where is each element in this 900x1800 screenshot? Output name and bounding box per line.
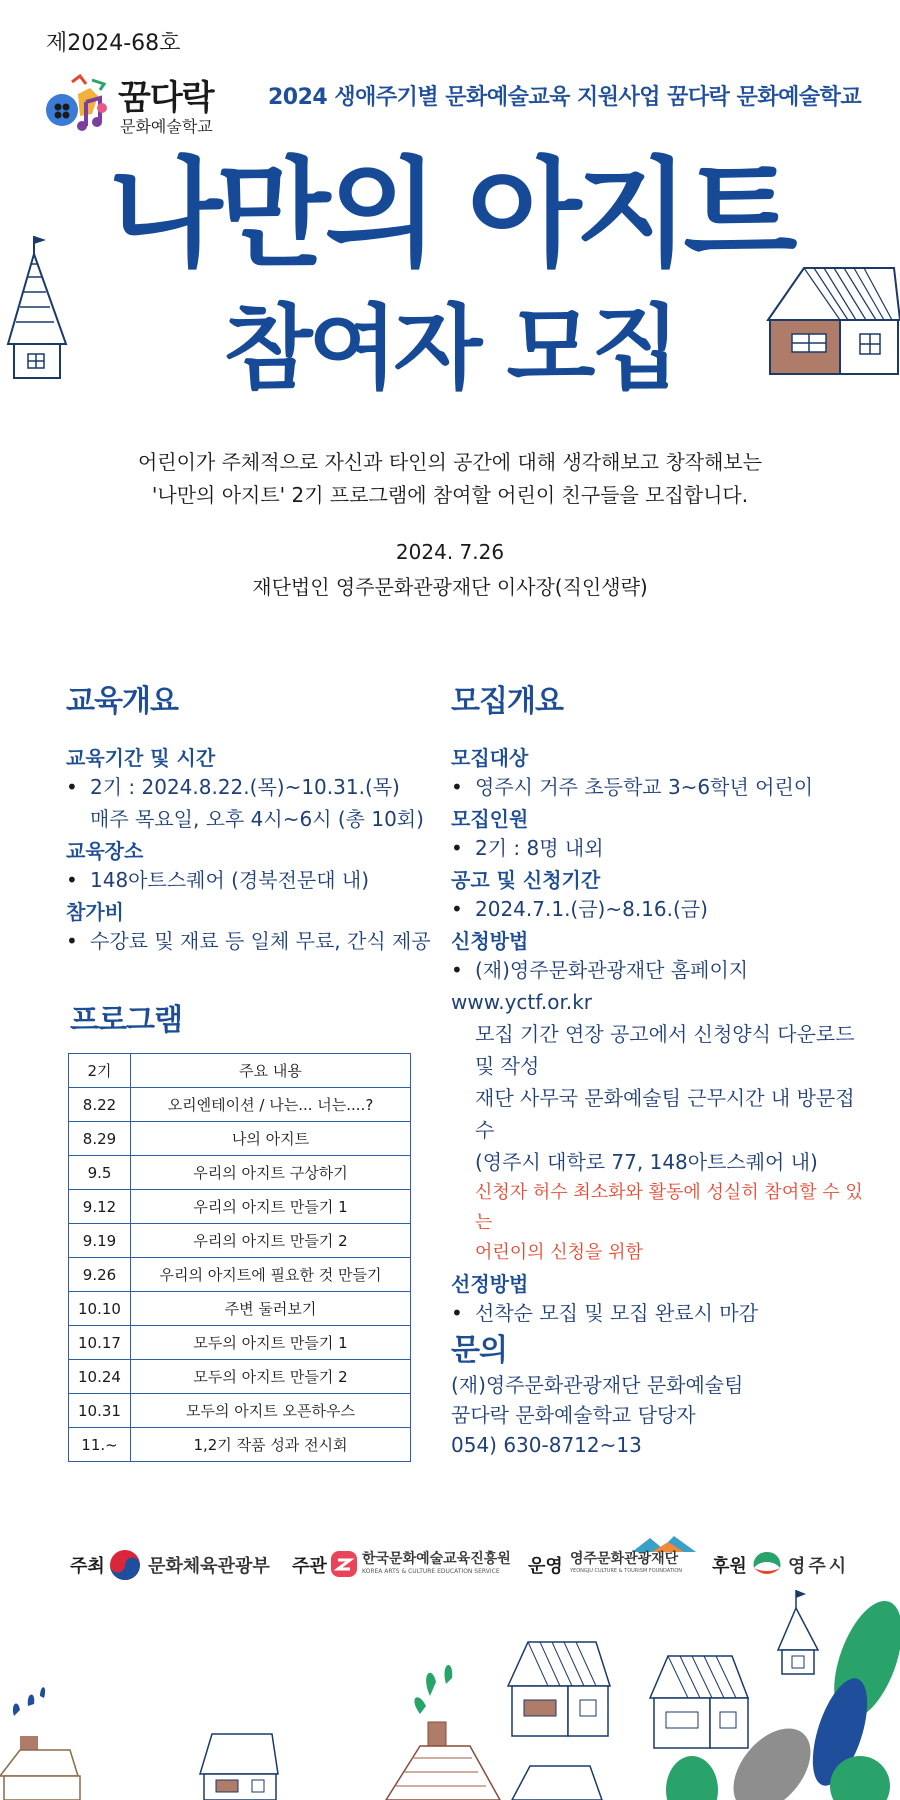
- table-row: [69, 1292, 411, 1326]
- recruit-method-3: 및 작성: [475, 1054, 540, 1078]
- table-row: [69, 1224, 411, 1258]
- operator-name-en: YEONGJU CULTURE & TOURISM FOUNDATION: [570, 1568, 683, 1574]
- session-date-cell: 8.29: [69, 1122, 131, 1156]
- session-content-cell: 우리의 아지트 만들기 1: [131, 1190, 411, 1224]
- session-date-cell: 10.24: [69, 1360, 131, 1394]
- operator-name: 영주문화관광재단: [570, 1551, 679, 1567]
- recruit-method-5: (영주시 대학로 77, 148아트스퀘어 내): [475, 1150, 818, 1174]
- recruit-selection: • 선착순 모집 및 모집 완료시 마감: [451, 1297, 871, 1329]
- arte-logo-icon: [330, 1550, 358, 1578]
- notice-issuer: 재단법인 영주문화관광재단 이사장(직인생략): [252, 575, 648, 599]
- education-period-label: 교육기간 및 시간: [66, 746, 216, 770]
- table-row: [69, 1360, 411, 1394]
- program-table: [68, 1053, 411, 1462]
- recruit-overview: [451, 676, 871, 1329]
- table-row: [69, 1258, 411, 1292]
- recruit-target: • 영주시 거주 초등학교 3~6학년 어린이: [451, 771, 871, 803]
- notice-date: 2024. 7.26: [395, 540, 505, 564]
- session-date-cell: 10.31: [69, 1394, 131, 1428]
- session-date-cell: 11.~: [69, 1428, 131, 1462]
- session-content-cell: 나의 아지트: [131, 1122, 411, 1156]
- support-label: 후원: [712, 1556, 747, 1577]
- recruit-count: • 2기 : 8명 내외: [451, 832, 871, 864]
- session-date-cell: 8.22: [69, 1088, 131, 1122]
- table-row: [69, 1428, 411, 1462]
- session-content-cell: 주변 둘러보기: [131, 1292, 411, 1326]
- recruit-note-1: 신청자 허수 최소화와 활동에 성실히 참여할 수 있는: [475, 1182, 863, 1233]
- intro-text: [0, 446, 900, 512]
- education-fee: • 수강료 및 재료 등 일체 무료, 간식 제공: [66, 925, 446, 957]
- host-name: 문화체육관광부: [148, 1556, 270, 1577]
- education-period-1: • 2기 : 2024.8.22.(목)~10.31.(목): [66, 771, 446, 803]
- session-date-cell: 9.5: [69, 1156, 131, 1190]
- table-row: [69, 1156, 411, 1190]
- session-date-cell: 9.12: [69, 1190, 131, 1224]
- recruit-selection-label: 선정방법: [451, 1272, 529, 1296]
- table-row: [69, 1088, 411, 1122]
- recruit-method-1: • (재)영주문화관광재단 홈페이지www.yctf.or.kr: [451, 954, 871, 1018]
- session-content-cell: 모두의 아지트 만들기 1: [131, 1326, 411, 1360]
- contact-line-3: 054) 630-8712~13: [451, 1433, 642, 1457]
- page-subtitle: 참여자 모집: [223, 295, 677, 402]
- education-place: • 148아트스퀘어 (경북전문대 내): [66, 864, 446, 896]
- recruit-target-label: 모집대상: [451, 746, 529, 770]
- education-fee-label: 참가비: [66, 900, 124, 924]
- session-content-cell: 우리의 아지트에 필요한 것 만들기: [131, 1258, 411, 1292]
- table-header-session: 2기: [69, 1054, 131, 1088]
- education-place-label: 교육장소: [66, 839, 144, 863]
- sponsor-bar: [0, 1540, 900, 1590]
- recruit-note-2: 어린이의 신청을 위함: [475, 1242, 643, 1263]
- logo-text-sub: 문화예술학교: [120, 117, 213, 136]
- intro-line-1: 어린이가 주체적으로 자신과 타인의 공간에 대해 생각해보고 창작해보는: [137, 450, 763, 474]
- table-row: [69, 1122, 411, 1156]
- bottom-village-illustration: [0, 1586, 900, 1800]
- session-date-cell: 10.10: [69, 1292, 131, 1326]
- host-label: 주최: [70, 1556, 105, 1577]
- logo-text-main: 꿈다락: [118, 78, 214, 118]
- program-title: 프로그램: [70, 1003, 182, 1038]
- program-name: 2024 생애주기별 문화예술교육 지원사업 꿈다락 문화예술학교: [268, 85, 862, 110]
- recruit-method-label: 신청방법: [451, 929, 529, 953]
- taegeuk-logo-icon: [108, 1548, 142, 1582]
- education-title: 교육개요: [66, 684, 178, 719]
- session-content-cell: 우리의 아지트 만들기 2: [131, 1224, 411, 1258]
- contact-line-2: 꿈다락 문화예술학교 담당자: [451, 1403, 696, 1427]
- recruit-period-label: 공고 및 신청기간: [451, 868, 601, 892]
- organizer-name: 한국문화예술교육진흥원: [362, 1551, 511, 1567]
- brown-house-icon: [764, 262, 900, 378]
- session-content-cell: 모두의 아지트 만들기 2: [131, 1360, 411, 1394]
- organizer-label: 주관: [292, 1556, 327, 1577]
- intro-line-2: '나만의 아지트' 2기 프로그램에 참여할 어린이 친구들을 모집합니다.: [151, 483, 749, 507]
- logo-mark-icon: [42, 74, 114, 140]
- contact-info: [451, 1370, 743, 1460]
- contact-title: 문의: [451, 1333, 507, 1368]
- session-date-cell: 9.26: [69, 1258, 131, 1292]
- table-row: [69, 1190, 411, 1224]
- tower-house-icon: [2, 232, 74, 382]
- recruit-title: 모집개요: [451, 684, 563, 719]
- recruit-period: • 2024.7.1.(금)~8.16.(금): [451, 893, 871, 925]
- education-period-2: 매주 목요일, 오후 4시~6시 (총 10회): [90, 807, 424, 831]
- table-row: [69, 1394, 411, 1428]
- recruit-method-4: 재단 사무국 문화예술팀 근무시간 내 방문접수: [475, 1086, 855, 1142]
- recruit-method-2: 모집 기간 연장 공고에서 신청양식 다운로드: [475, 1022, 855, 1046]
- yeongju-logo-icon: [750, 1548, 784, 1578]
- organizer-name-en: KOREA ARTS & CULTURE EDUCATION SERVICE: [362, 1568, 500, 1575]
- document-number: 제2024-68호: [46, 31, 181, 56]
- operator-label: 운영: [528, 1556, 563, 1577]
- page-title: 나만의 아지트: [108, 145, 792, 283]
- table-header-content: 주요 내용: [131, 1054, 411, 1088]
- session-date-cell: 10.17: [69, 1326, 131, 1360]
- session-content-cell: 1,2기 작품 성과 전시회: [131, 1428, 411, 1462]
- recruit-count-label: 모집인원: [451, 807, 529, 831]
- contact-line-1: (재)영주문화관광재단 문화예술팀: [451, 1373, 744, 1397]
- session-content-cell: 모두의 아지트 오픈하우스: [131, 1394, 411, 1428]
- support-name: 영주시: [788, 1556, 850, 1577]
- table-row: [69, 1326, 411, 1360]
- session-date-cell: 9.19: [69, 1224, 131, 1258]
- education-overview: [66, 676, 446, 957]
- session-content-cell: 우리의 아지트 구상하기: [131, 1156, 411, 1190]
- session-content-cell: 오리엔테이션 / 나는... 너는....?: [131, 1088, 411, 1122]
- kkumdarak-logo: [42, 70, 222, 140]
- table-header-row: [69, 1054, 411, 1088]
